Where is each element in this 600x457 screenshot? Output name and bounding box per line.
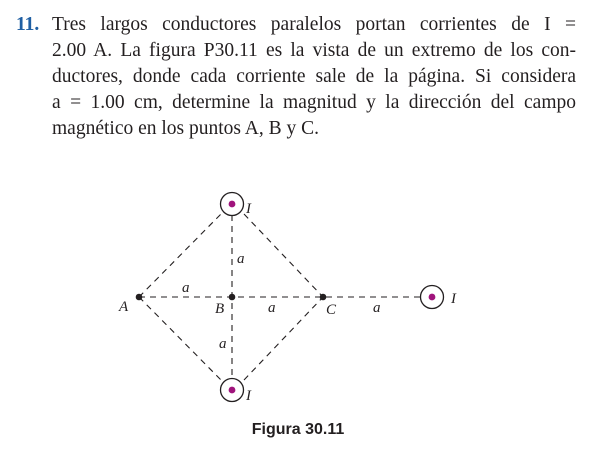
point-c-dot <box>320 294 327 301</box>
label-current-right: I <box>451 291 456 307</box>
label-dist-right: a <box>373 300 381 316</box>
figure-caption-text: Figura 30.11 <box>251 421 345 438</box>
figure-caption <box>0 421 600 439</box>
conductor-bottom-dot <box>229 387 236 394</box>
point-a-dot <box>136 294 143 301</box>
label-dist-left: a <box>182 280 190 296</box>
problem-line-1: Tres largos conductores paralelos portan corrientes de I = <box>52 14 576 35</box>
dashed-geometry <box>139 214 420 380</box>
problem-line-3: ductores, donde cada corriente sale de la página. Si considera <box>52 66 576 87</box>
label-current-bottom: I <box>246 388 251 404</box>
label-current-top: I <box>246 201 251 217</box>
label-point-a: A <box>119 299 129 315</box>
conductor-bottom <box>221 379 244 402</box>
conductor-top <box>221 193 244 216</box>
label-point-c: C <box>326 302 337 318</box>
point-b-dot <box>229 294 236 301</box>
problem-line-5: magnético en los puntos A, B y C. <box>52 118 320 139</box>
line-a-to-bottom <box>139 297 221 380</box>
conductor-right-dot <box>429 294 436 301</box>
label-point-b: B <box>215 301 225 317</box>
label-dist-top: a <box>237 251 245 267</box>
problem-line-2: 2.00 A. La figura P30.11 es la vista de un extremo de los con- <box>52 40 576 61</box>
conductor-top-dot <box>229 201 236 208</box>
line-bottom-to-c <box>244 297 323 380</box>
label-dist-bottom: a <box>219 336 227 352</box>
problem-line-4: a = 1.00 cm, determine la magnitud y la dirección del campo <box>52 92 576 113</box>
line-top-to-c <box>244 214 323 297</box>
conductor-right <box>421 286 444 309</box>
problem-number: 11. <box>16 14 40 35</box>
line-a-to-top <box>139 214 221 297</box>
label-dist-middle: a <box>268 300 276 316</box>
